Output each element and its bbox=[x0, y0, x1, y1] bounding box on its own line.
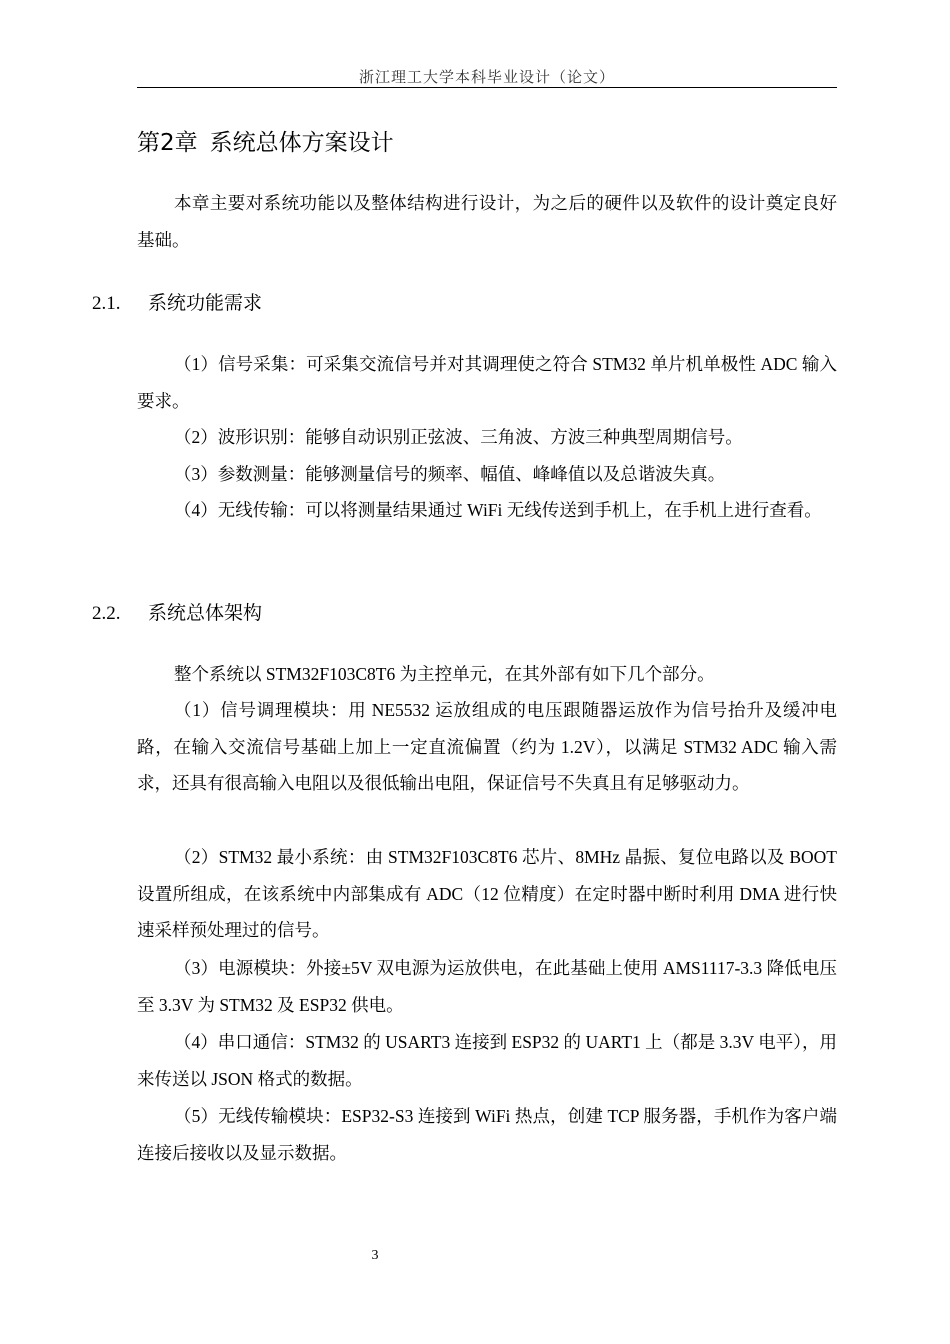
section-number: 2.1. bbox=[92, 293, 121, 314]
paragraph-signal-acquisition: （1）信号采集：可采集交流信号并对其调理使之符合 STM32 单片机单极性 ADC 输入要求。 bbox=[137, 354, 837, 411]
section-title: 系统功能需求 bbox=[148, 292, 263, 314]
paragraph-stm32-minimum-system: （2）STM32 最小系统：由 STM32F103C8T6 芯片、8MHz 晶振、复位电路以及 BOOT 设置所组成，在该系统中内部集成有 ADC（12 位精度）在定时器中断时利用 DMA 进行快速采样预处理过的信号。 bbox=[137, 847, 837, 940]
paragraph-wireless-module: （5）无线传输模块：ESP32-S3 连接到 WiFi 热点，创建 TCP 服务器，手机作为客户端连接后接收以及显示数据。 bbox=[137, 1106, 837, 1163]
paragraph-architecture-intro: 整个系统以 STM32F103C8T6 为主控单元，在其外部有如下几个部分。 bbox=[174, 664, 715, 684]
paragraph-power-module: （3）电源模块：外接±5V 双电源为运放供电，在此基础上使用 AMS1117-3.3 降低电压至 3.3V 为 STM32 及 ESP32 供电。 bbox=[137, 958, 837, 1015]
page-number: 3 bbox=[371, 1248, 379, 1263]
paragraph-wireless-transmission: （4）无线传输：可以将测量结果通过 WiFi 无线传送到手机上，在手机上进行查看。 bbox=[174, 500, 822, 520]
chapter-title bbox=[137, 124, 394, 157]
running-header: 浙江理工大学本科毕业设计（论文） bbox=[358, 70, 615, 86]
paragraph-serial-communication: （4）串口通信：STM32 的 USART3 连接到 ESP32 的 UART1 上（都是 3.3V 电平），用来传送以 JSON 格式的数据。 bbox=[137, 1032, 837, 1089]
paragraph-parameter-measurement: （3）参数测量：能够测量信号的频率、幅值、峰峰值以及总谐波失真。 bbox=[174, 464, 726, 484]
section-heading-2-2 bbox=[92, 598, 262, 625]
header-rule bbox=[137, 87, 837, 88]
section-number: 2.2. bbox=[92, 603, 121, 624]
chapter-number: 第2章 bbox=[137, 130, 198, 156]
chapter-heading-text: 系统总体方案设计 bbox=[209, 130, 394, 156]
section-heading-2-1 bbox=[92, 288, 262, 315]
section-title: 系统总体架构 bbox=[148, 602, 263, 624]
chapter-intro-paragraph: 本章主要对系统功能以及整体结构进行设计，为之后的硬件以及软件的设计奠定良好基础。 bbox=[137, 193, 837, 250]
paragraph-signal-conditioning: （1）信号调理模块：用 NE5532 运放组成的电压跟随器运放作为信号抬升及缓冲电路，在输入交流信号基础上加上一定直流偏置（约为 1.2V），以满足 STM32 ADC 输入需求，还具有很高输入电阻以及很低输出电阻，保证信号不失真且有足够驱动力。 bbox=[137, 700, 837, 793]
paragraph-waveform-recognition: （2）波形识别：能够自动识别正弦波、三角波、方波三种典型周期信号。 bbox=[174, 427, 743, 447]
